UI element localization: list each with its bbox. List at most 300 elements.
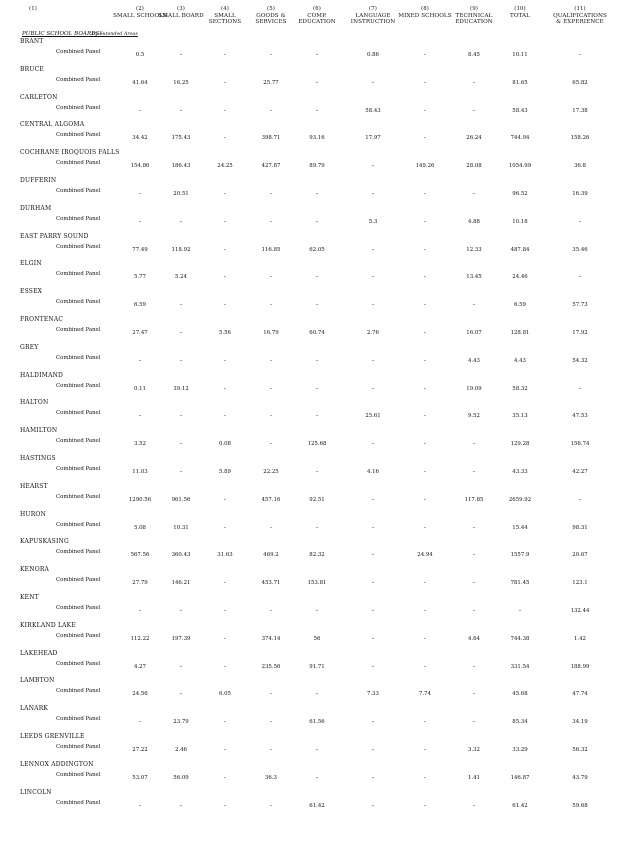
table-cell: 47.53 xyxy=(572,413,588,420)
table-cell: – xyxy=(371,441,375,448)
board-name: HURON xyxy=(20,510,46,518)
table-cell: 59.68 xyxy=(572,802,588,809)
board-name: LAMBTON xyxy=(20,677,55,685)
table-cell: 89.79 xyxy=(309,163,325,170)
table-row xyxy=(0,427,620,455)
table-cell: – xyxy=(518,608,522,614)
panel-label: Combined Panel xyxy=(56,605,101,611)
table-cell: 34.19 xyxy=(572,719,588,726)
board-name: ELGIN xyxy=(20,260,42,268)
table-cell: – xyxy=(179,302,183,309)
table-cell: – xyxy=(179,52,183,58)
table-cell: 10.11 xyxy=(512,52,528,58)
table-cell: 360.43 xyxy=(171,552,191,559)
table-cell: – xyxy=(269,385,273,392)
table-cell: 128.81 xyxy=(510,330,530,336)
table-cell: – xyxy=(371,246,375,253)
table-row xyxy=(0,316,620,344)
column-header xyxy=(6,6,60,13)
column-number: (11) xyxy=(574,6,586,12)
table-cell: 781.45 xyxy=(510,580,530,587)
table-cell: 35.46 xyxy=(572,246,588,253)
table-cell: – xyxy=(223,385,227,392)
table-cell: 4.27 xyxy=(133,663,146,670)
column-label: GOODS & SERVICES xyxy=(255,12,287,26)
table-cell: 197.39 xyxy=(171,635,191,642)
table-row xyxy=(0,594,620,622)
table-cell: 112.22 xyxy=(130,635,150,642)
table-cell: 47.74 xyxy=(572,691,588,698)
column-number: (4) xyxy=(221,6,229,12)
table-cell: – xyxy=(179,413,183,420)
table-cell: 744.94 xyxy=(510,135,530,142)
table-cell: 5.89 xyxy=(218,469,231,475)
table-cell: – xyxy=(371,163,375,170)
table-cell: – xyxy=(371,496,375,503)
table-cell: – xyxy=(371,79,375,86)
table-cell: 11.03 xyxy=(132,469,148,475)
table-cell: 5.77 xyxy=(133,274,146,281)
table-cell: 56.09 xyxy=(173,774,189,781)
table-cell: – xyxy=(269,413,273,420)
panel-label: Combined Panel xyxy=(56,799,101,806)
table-cell: 154.86 xyxy=(130,163,150,170)
table-cell: 60.74 xyxy=(309,330,325,336)
table-cell: – xyxy=(315,52,319,58)
table-cell: – xyxy=(423,747,427,753)
board-name: HAMILTON xyxy=(20,427,58,435)
table-cell: 7.74 xyxy=(418,691,431,698)
column-header xyxy=(493,6,547,19)
board-name: KAPUSKASING xyxy=(20,538,69,546)
table-cell: – xyxy=(472,107,476,114)
table-cell: – xyxy=(315,191,319,197)
table-cell: – xyxy=(472,302,476,309)
table-cell: – xyxy=(315,357,319,364)
table-cell: – xyxy=(315,774,319,781)
board-name: HALTON xyxy=(20,399,49,407)
panel-label: Combined Panel xyxy=(56,76,101,83)
panel-label: Combined Panel xyxy=(56,438,101,445)
table-cell: 16.07 xyxy=(466,330,482,336)
table-cell: – xyxy=(315,413,319,420)
board-name: LINCOLN xyxy=(20,788,52,796)
table-cell: 45.68 xyxy=(512,691,528,698)
table-cell: – xyxy=(423,79,427,86)
table-cell: – xyxy=(138,802,142,809)
table-row xyxy=(0,66,620,94)
table-cell: 5.56 xyxy=(218,330,231,336)
table-cell: – xyxy=(315,107,319,114)
table-cell: 57.73 xyxy=(572,302,588,309)
table-cell: – xyxy=(371,663,375,670)
table-cell: – xyxy=(423,52,427,58)
panel-label: Combined Panel xyxy=(56,771,101,778)
table-row xyxy=(0,38,620,66)
table-cell: 8.45 xyxy=(467,52,480,58)
panel-label: Combined Panel xyxy=(56,215,101,222)
table-cell: – xyxy=(269,191,273,197)
table-cell: 23.79 xyxy=(173,719,189,726)
table-cell: – xyxy=(371,580,375,587)
table-cell: 58.32 xyxy=(512,385,528,392)
table-cell: 35.13 xyxy=(512,413,528,420)
board-name: CARLETON xyxy=(20,93,58,101)
table-cell: – xyxy=(472,719,476,726)
board-name: LANARK xyxy=(20,705,49,713)
table-cell: – xyxy=(223,357,227,364)
table-cell: 42.27 xyxy=(572,469,588,475)
panel-label: Combined Panel xyxy=(56,716,101,723)
table-cell: 62.05 xyxy=(309,246,325,253)
table-cell: 7.33 xyxy=(366,691,379,698)
table-cell: – xyxy=(179,663,183,670)
panel-label: Combined Panel xyxy=(56,466,101,472)
table-cell: 153.81 xyxy=(307,580,327,587)
board-name: KENORA xyxy=(20,566,50,574)
panel-label: Combined Panel xyxy=(56,410,101,417)
table-cell: – xyxy=(371,524,375,531)
table-cell: 235.56 xyxy=(261,663,281,670)
table-cell: 4.43 xyxy=(467,357,480,364)
table-row xyxy=(0,483,620,511)
table-cell: 56.32 xyxy=(572,747,588,753)
table-cell: – xyxy=(269,802,273,809)
table-cell: 16.39 xyxy=(572,191,588,197)
table-cell: 1290.56 xyxy=(128,496,152,503)
table-cell: 0.11 xyxy=(133,385,146,392)
column-header xyxy=(290,6,344,26)
table-cell: 146.87 xyxy=(510,774,530,781)
table-cell: – xyxy=(423,635,427,642)
table-cell: – xyxy=(138,608,142,614)
table-cell: 54.32 xyxy=(572,357,588,364)
table-cell: 36.3 xyxy=(264,774,277,781)
table-cell: 2.46 xyxy=(174,747,187,753)
table-cell: 10.18 xyxy=(512,218,528,225)
board-name: EAST PARRY SOUND xyxy=(20,232,89,240)
table-cell: – xyxy=(179,441,183,448)
table-cell: – xyxy=(179,691,183,698)
table-cell: – xyxy=(371,608,375,614)
table-cell: – xyxy=(423,663,427,670)
table-cell: 16.25 xyxy=(173,79,189,86)
table-cell: – xyxy=(423,135,427,142)
panel-label: Combined Panel xyxy=(56,577,101,584)
table-cell: 331.54 xyxy=(510,663,530,670)
table-cell: 34.42 xyxy=(132,135,148,142)
table-cell: 6.59 xyxy=(513,302,526,309)
table-cell: 427.87 xyxy=(261,163,281,170)
table-cell: – xyxy=(423,385,427,392)
table-cell: 125.68 xyxy=(307,441,327,448)
board-name: ESSEX xyxy=(20,288,43,296)
table-cell: 58.43 xyxy=(365,107,381,114)
table-cell: – xyxy=(223,524,227,531)
table-cell: 85.34 xyxy=(512,719,528,726)
table-cell: – xyxy=(423,774,427,781)
table-row xyxy=(0,94,620,122)
table-cell: 3.32 xyxy=(467,747,480,753)
column-header xyxy=(346,6,400,26)
table-cell: – xyxy=(423,413,427,420)
panel-label: Combined Panel xyxy=(56,132,101,139)
table-cell: – xyxy=(138,218,142,225)
table-cell: 24.25 xyxy=(217,163,233,170)
table-row xyxy=(0,372,620,400)
table-cell: 31.63 xyxy=(217,552,233,559)
board-name: DUFFERIN xyxy=(20,177,57,184)
table-cell: 9.52 xyxy=(467,413,480,420)
board-name: LEEDS GRENVILLE xyxy=(20,733,85,740)
table-cell: 2.76 xyxy=(366,330,379,336)
panel-label: Combined Panel xyxy=(56,549,101,556)
panel-label: Combined Panel xyxy=(56,744,101,750)
table-cell: 39.12 xyxy=(173,385,189,392)
table-row xyxy=(0,622,620,650)
table-cell: – xyxy=(138,413,142,420)
panel-label: Combined Panel xyxy=(56,243,101,250)
board-name: FRONTENAC xyxy=(20,316,64,323)
table-cell: 961.56 xyxy=(171,496,191,503)
panel-label: Combined Panel xyxy=(56,299,101,306)
table-cell: 374.14 xyxy=(261,635,281,642)
table-cell: – xyxy=(223,218,227,225)
table-cell: – xyxy=(223,608,227,614)
table-cell: – xyxy=(269,274,273,281)
table-cell: 36.8 xyxy=(573,163,586,170)
table-cell: – xyxy=(371,802,375,809)
table-cell: – xyxy=(423,302,427,309)
table-cell: 65.82 xyxy=(572,79,588,86)
table-cell: 188.99 xyxy=(570,663,590,670)
panel-label: Combined Panel xyxy=(56,688,101,695)
table-cell: 92.51 xyxy=(309,496,325,503)
table-cell: – xyxy=(472,663,476,670)
table-cell: – xyxy=(223,79,227,86)
table-cell: 77.49 xyxy=(132,246,148,253)
table-cell: – xyxy=(472,552,476,559)
table-cell: 56 xyxy=(313,635,321,642)
panel-label: Combined Panel xyxy=(56,660,101,667)
panel-label: Combined Panel xyxy=(56,104,101,111)
panel-label: Combined Panel xyxy=(56,188,101,194)
table-cell: 457.16 xyxy=(261,496,281,503)
table-cell: 6.59 xyxy=(133,302,146,309)
table-cell: 25.77 xyxy=(263,79,279,86)
board-name: BRANT xyxy=(20,38,44,45)
table-cell: 24.46 xyxy=(512,274,528,281)
column-label: COMP. EDUCATION xyxy=(298,12,336,26)
table-cell: – xyxy=(423,357,427,364)
table-cell: – xyxy=(138,357,142,364)
table-cell: 82.32 xyxy=(309,552,325,559)
column-label: MIXED SCHOOLS xyxy=(398,12,452,19)
table-cell: – xyxy=(472,580,476,587)
table-row xyxy=(0,650,620,678)
table-cell: – xyxy=(223,246,227,253)
column-number: (2) xyxy=(136,6,144,12)
table-cell: – xyxy=(423,191,427,197)
table-cell: – xyxy=(179,357,183,364)
table-cell: 156.74 xyxy=(570,441,590,448)
table-cell: – xyxy=(315,302,319,309)
table-cell: 27.22 xyxy=(132,747,148,753)
table-cell: 25.61 xyxy=(365,413,381,420)
board-name: HASTINGS xyxy=(20,455,56,462)
table-cell: – xyxy=(315,218,319,225)
board-name: KENT xyxy=(20,594,39,601)
table-cell: 27.79 xyxy=(132,580,148,587)
table-cell: – xyxy=(472,524,476,531)
table-cell: – xyxy=(223,774,227,781)
board-name: HEARST xyxy=(20,482,48,490)
table-cell: – xyxy=(423,580,427,587)
board-name: LENNOX ADDINGTON xyxy=(20,760,94,768)
table-cell: 0.08 xyxy=(218,441,231,448)
table-cell: – xyxy=(472,469,476,475)
table-cell: – xyxy=(223,191,227,197)
table-cell: 1.42 xyxy=(573,635,586,642)
table-cell: 5.3 xyxy=(368,218,378,225)
table-cell: – xyxy=(138,191,142,197)
table-cell: 16.79 xyxy=(263,330,279,336)
table-cell: – xyxy=(472,608,476,614)
column-number: (8) xyxy=(421,6,429,12)
table-cell: – xyxy=(269,747,273,753)
table-cell: 1.41 xyxy=(467,774,480,781)
table-row xyxy=(0,399,620,427)
table-cell: – xyxy=(179,218,183,225)
table-cell: 61.56 xyxy=(309,719,325,726)
column-label: SMALL SECTIONS xyxy=(208,12,242,26)
table-row xyxy=(0,538,620,566)
table-cell: – xyxy=(223,302,227,309)
table-cell: 96.52 xyxy=(512,191,528,197)
table-cell: 98.31 xyxy=(572,524,588,531)
table-cell: – xyxy=(179,330,183,336)
table-cell: 4.88 xyxy=(467,218,480,225)
table-cell: – xyxy=(423,524,427,531)
table-cell: 15.44 xyxy=(512,524,528,531)
panel-label: Combined Panel xyxy=(56,382,101,389)
panel-label: Combined Panel xyxy=(56,160,101,167)
table-cell: 487.84 xyxy=(510,246,530,253)
table-cell: – xyxy=(423,274,427,281)
table-cell: 61.42 xyxy=(512,802,528,809)
table-cell: 43.79 xyxy=(572,774,588,781)
table-cell: – xyxy=(179,802,183,809)
table-row xyxy=(0,205,620,233)
table-cell: 81.65 xyxy=(512,79,528,86)
board-name: BRUCE xyxy=(20,65,44,73)
table-cell: – xyxy=(223,635,227,642)
table-cell: – xyxy=(371,552,375,559)
column-label: SMALL SCHOOLS xyxy=(113,12,167,19)
column-number: (9) xyxy=(470,6,478,12)
table-cell: – xyxy=(223,413,227,420)
table-cell: – xyxy=(269,357,273,364)
table-cell: 129.28 xyxy=(510,441,530,448)
board-name: DURHAM xyxy=(20,204,52,212)
table-cell: 146.21 xyxy=(171,580,191,587)
table-cell: – xyxy=(371,191,375,197)
table-cell: – xyxy=(223,496,227,503)
table-cell: – xyxy=(423,246,427,253)
table-row xyxy=(0,511,620,539)
table-cell: 13.45 xyxy=(466,274,482,281)
table-cell: – xyxy=(423,719,427,726)
table-cell: 53.07 xyxy=(132,774,148,781)
table-cell: – xyxy=(223,802,227,809)
table-cell: – xyxy=(315,385,319,392)
table-cell: – xyxy=(423,107,427,114)
panel-label: Combined Panel xyxy=(56,493,101,500)
table-row xyxy=(0,344,620,372)
table-cell: – xyxy=(269,608,273,614)
table-cell: – xyxy=(315,691,319,698)
table-cell: 17.92 xyxy=(572,330,588,336)
table-row xyxy=(0,789,620,817)
table-cell: – xyxy=(315,469,319,475)
table-cell: – xyxy=(269,52,273,58)
table-cell: – xyxy=(269,524,273,531)
table-cell: 17.97 xyxy=(365,135,381,142)
table-cell: – xyxy=(223,135,227,142)
table-cell: 43.33 xyxy=(512,469,528,475)
table-cell: 3.52 xyxy=(133,441,146,448)
table-cell: 123.1 xyxy=(572,580,588,587)
table-cell: 453.71 xyxy=(261,580,281,587)
table-cell: – xyxy=(423,330,427,336)
table-cell: 10.31 xyxy=(173,524,189,531)
table-cell: 5.24 xyxy=(174,274,187,281)
board-name: LAKEHEAD xyxy=(20,649,58,657)
table-cell: – xyxy=(423,802,427,809)
table-cell: – xyxy=(269,302,273,309)
table-cell: – xyxy=(223,747,227,753)
table-cell: 19.09 xyxy=(466,385,482,392)
table-row xyxy=(0,177,620,205)
table-cell: – xyxy=(371,635,375,642)
column-label: LANGUAGE INSTRUCTION xyxy=(350,12,396,26)
section-subtitle: by Extended Areas xyxy=(92,32,138,37)
panel-label: Combined Panel xyxy=(56,271,101,278)
table-cell: – xyxy=(269,107,273,114)
table-cell: – xyxy=(223,52,227,58)
table-cell: 26.24 xyxy=(466,135,482,142)
section-title: PUBLIC SCHOOL BOARDS— xyxy=(22,31,106,37)
table-cell: – xyxy=(371,302,375,309)
column-number: (1) xyxy=(29,6,37,12)
table-row xyxy=(0,677,620,705)
table-cell: 175.43 xyxy=(171,135,191,142)
table-cell: – xyxy=(371,274,375,281)
panel-label: Combined Panel xyxy=(56,521,101,528)
table-cell: – xyxy=(578,274,582,281)
table-cell: 0.86 xyxy=(366,52,379,58)
column-header xyxy=(398,6,452,19)
table-row xyxy=(0,455,620,483)
table-cell: 20.51 xyxy=(173,191,189,197)
table-cell: 24.56 xyxy=(132,691,148,698)
table-cell: 117.85 xyxy=(464,496,484,503)
table-cell: – xyxy=(472,802,476,809)
panel-label: Combined Panel xyxy=(56,49,101,55)
table-cell: – xyxy=(269,218,273,225)
table-cell: 58.43 xyxy=(512,107,528,114)
column-label: QUALIFICATIONS & EXPERIENCE xyxy=(553,12,607,26)
